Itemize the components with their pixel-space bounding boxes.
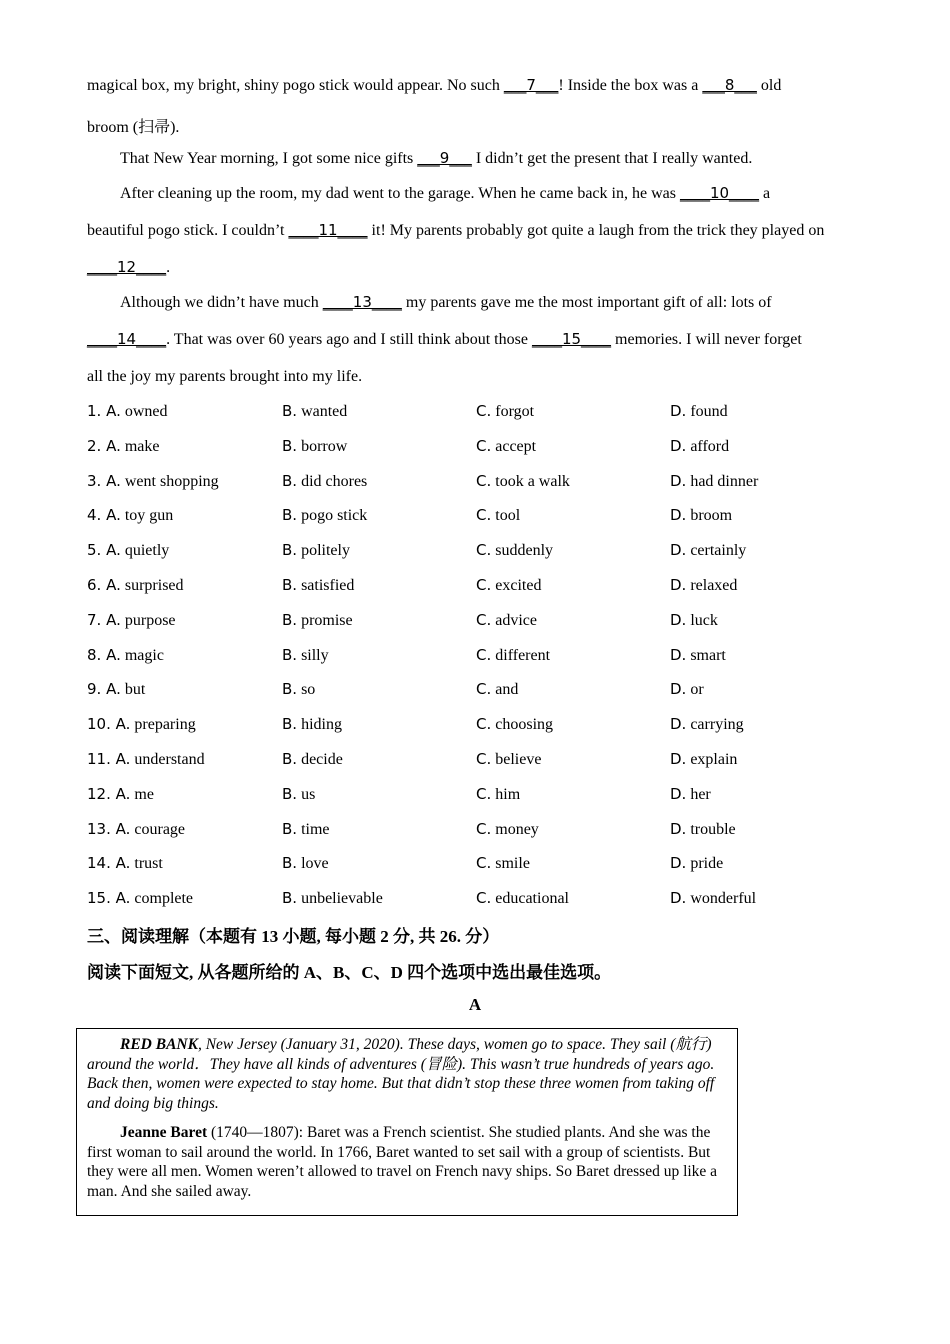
question-9-option-c: C. and bbox=[476, 680, 519, 699]
question-11-option-a: 11. A. understand bbox=[87, 750, 205, 768]
question-7-option-c: C. advice bbox=[476, 610, 537, 629]
blank-7: ___7___ bbox=[503, 76, 559, 94]
paragraph-1: RED BANK, New Jersey (January 31, 2020). These days, women go to space. They sail (航行) around the world．They have all kinds of adventures (冒险). This wasn’t true hundreds of years ago. Back then, women were expected to stay home. But that didn’t stop these three women from taking off and doing big things. bbox=[87, 1036, 715, 1112]
question-15-option-d: D. wonderful bbox=[670, 889, 757, 908]
question-1-option-b: B. wanted bbox=[282, 402, 348, 420]
passage-line-8: ____14____. That was over 60 years ago and I still think about those ____15____ memories. I will never forget bbox=[87, 330, 802, 348]
passage-line-9: all the joy my parents brought into my life. bbox=[87, 368, 363, 385]
question-6-option-d: D. relaxed bbox=[670, 576, 738, 594]
question-5-option-a: 5. A. quietly bbox=[87, 541, 170, 560]
question-3-option-d: D. had dinner bbox=[670, 471, 759, 490]
question-3-option-b: B. did chores bbox=[282, 471, 368, 490]
question-1-option-c: C. forgot bbox=[476, 402, 535, 420]
question-5-option-d: D. certainly bbox=[670, 541, 747, 560]
question-2-option-d: D. afford bbox=[670, 436, 730, 455]
question-15-option-c: C. educational bbox=[476, 889, 569, 908]
question-14-option-a: 14. A. trust bbox=[87, 854, 163, 873]
question-4-option-c: C. tool bbox=[476, 506, 521, 525]
question-6-option-a: 6. A. surprised bbox=[87, 576, 184, 594]
section-title: 三、阅读理解（本题有 13 小题, 每小题 2 分, 共 26. 分） bbox=[87, 927, 500, 946]
question-8-option-c: C. different bbox=[476, 645, 551, 664]
blank-9: ___9___ bbox=[417, 149, 472, 167]
question-6-option-c: C. excited bbox=[476, 576, 542, 594]
blank-12: ____12____ bbox=[87, 258, 167, 276]
passage-line-6: ____12____. bbox=[87, 258, 171, 276]
question-7-option-d: D. luck bbox=[670, 610, 718, 629]
question-10-option-c: C. choosing bbox=[476, 715, 554, 734]
question-3-option-c: C. took a walk bbox=[476, 471, 570, 490]
question-9-option-d: D. or bbox=[670, 680, 704, 699]
question-10-option-d: D. carrying bbox=[670, 715, 744, 734]
blank-13: ____13____ bbox=[322, 293, 402, 311]
blank-14: ____14____ bbox=[87, 330, 167, 348]
passage-line-5: beautiful pogo stick. I couldn’t ____11____ it! My parents probably got quite a laugh from the trick they played on bbox=[87, 221, 825, 239]
passage-line-4: After cleaning up the room, my dad went to the garage. When he came back in, he was ____10____ a bbox=[120, 184, 771, 202]
blank-10: ____10____ bbox=[679, 184, 760, 202]
question-14-option-c: C. smile bbox=[476, 854, 530, 873]
section-instruction: 阅读下面短文, 从各题所给的 A、B、C、D 四个选项中选出最佳选项。 bbox=[87, 963, 612, 982]
question-8-option-d: D. smart bbox=[670, 645, 726, 664]
passage-label: A bbox=[468, 995, 482, 1014]
paragraph-2: Jeanne Baret (1740—1807): Baret was a French scientist. She studied plants. And she was the first woman to sail around the world. In 1766, Baret wanted to set sail with a group of scientists. But they were all men. Women weren’t allowed to travel on French navy ships. So Baret dressed up like a man. And she sailed away. bbox=[87, 1124, 718, 1200]
question-4-option-b: B. pogo stick bbox=[282, 506, 368, 525]
question-10-option-b: B. hiding bbox=[282, 715, 342, 734]
question-11-option-c: C. believe bbox=[476, 750, 542, 768]
question-14-option-b: B. love bbox=[282, 854, 329, 873]
question-1-option-d: D. found bbox=[670, 402, 728, 420]
passage-line-7: Although we didn’t have much ____13____ my parents gave me the most important gift of all: lots of bbox=[120, 293, 772, 311]
question-12-option-c: C. him bbox=[476, 784, 521, 803]
question-5-option-b: B. politely bbox=[282, 541, 350, 560]
blank-8: ___8___ bbox=[702, 76, 757, 94]
question-8-option-a: 8. A. magic bbox=[87, 645, 164, 664]
question-13-option-c: C. money bbox=[476, 819, 539, 838]
question-12-option-a: 12. A. me bbox=[87, 784, 154, 803]
question-15-option-b: B. unbelievable bbox=[282, 889, 383, 908]
question-2-option-b: B. borrow bbox=[282, 436, 348, 455]
question-14-option-d: D. pride bbox=[670, 854, 724, 873]
question-9-option-b: B. so bbox=[282, 680, 316, 699]
blank-11: ____11____ bbox=[288, 221, 368, 239]
question-4-option-d: D. broom bbox=[670, 506, 733, 525]
passage-line-2: broom (扫帚). bbox=[87, 119, 180, 136]
question-6-option-b: B. satisfied bbox=[282, 576, 355, 594]
passage-line-3: That New Year morning, I got some nice gifts ___9___ I didn’t get the present that I really wanted. bbox=[120, 149, 753, 167]
question-11-option-d: D. explain bbox=[670, 750, 738, 768]
blank-15: ____15____ bbox=[531, 330, 612, 348]
question-13-option-d: D. trouble bbox=[670, 819, 736, 838]
passage-line-1: magical box, my bright, shiny pogo stick would appear. No such ___7___! Inside the box was a ___8___ old bbox=[87, 76, 782, 94]
question-13-option-a: 13. A. courage bbox=[87, 819, 186, 838]
question-4-option-a: 4. A. toy gun bbox=[87, 506, 174, 525]
question-12-option-b: B. us bbox=[282, 784, 316, 803]
question-10-option-a: 10. A. preparing bbox=[87, 715, 196, 734]
question-8-option-b: B. silly bbox=[282, 645, 329, 664]
reading-passage-box bbox=[76, 1028, 738, 1216]
question-15-option-a: 15. A. complete bbox=[87, 889, 194, 908]
question-7-option-b: B. promise bbox=[282, 610, 353, 629]
question-9-option-a: 9. A. but bbox=[87, 680, 146, 699]
question-11-option-b: B. decide bbox=[282, 750, 343, 768]
question-12-option-d: D. her bbox=[670, 784, 711, 803]
question-2-option-a: 2. A. make bbox=[87, 436, 160, 455]
question-2-option-c: C. accept bbox=[476, 436, 537, 455]
question-1-option-a: 1. A. owned bbox=[87, 402, 168, 420]
question-3-option-a: 3. A. went shopping bbox=[87, 471, 219, 490]
question-13-option-b: B. time bbox=[282, 819, 330, 838]
question-7-option-a: 7. A. purpose bbox=[87, 610, 176, 629]
question-5-option-c: C. suddenly bbox=[476, 541, 554, 560]
